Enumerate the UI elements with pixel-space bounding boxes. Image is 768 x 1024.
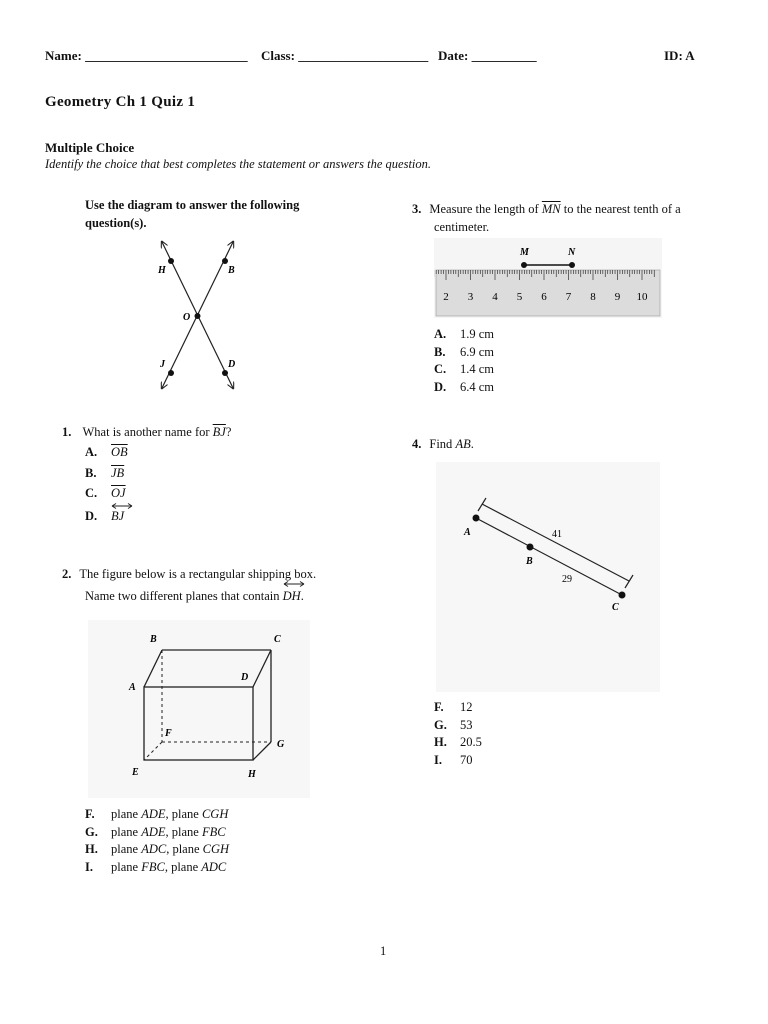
choice-letter: D. bbox=[85, 508, 98, 523]
choice-2i[interactable] bbox=[85, 860, 229, 878]
length-bc: 29 bbox=[562, 574, 572, 585]
question-2-line-name bbox=[283, 587, 301, 606]
label-d: D bbox=[228, 359, 236, 370]
point-j bbox=[168, 370, 174, 376]
box-label-e: E bbox=[132, 767, 139, 778]
choice-2f[interactable] bbox=[85, 807, 229, 825]
label-n: N bbox=[568, 247, 576, 258]
label-c: C bbox=[612, 602, 619, 613]
class-blank: ____________________ bbox=[298, 48, 429, 63]
choice-3c[interactable] bbox=[434, 362, 494, 380]
choice-4h[interactable] bbox=[434, 735, 482, 753]
ruler-number: 4 bbox=[492, 291, 498, 303]
point-b bbox=[527, 544, 534, 551]
choice-letter: G. bbox=[434, 717, 447, 732]
question-2-number: 2. bbox=[62, 567, 72, 581]
choice-text: plane bbox=[111, 824, 142, 839]
choice-text: plane bbox=[111, 807, 142, 821]
id-label: ID: A bbox=[664, 48, 695, 63]
choice-plane: ADE bbox=[141, 807, 166, 821]
choice-plane: FBC bbox=[201, 824, 226, 839]
label-m: M bbox=[520, 247, 529, 258]
label-j: J bbox=[160, 359, 165, 370]
question-1-choices bbox=[85, 445, 128, 526]
choice-value: $\overline{OJ}$ bbox=[111, 486, 126, 500]
choice-letter: A. bbox=[85, 445, 98, 459]
point-a bbox=[473, 515, 480, 522]
choice-4i[interactable] bbox=[434, 753, 482, 771]
choice-text: , plane bbox=[166, 842, 203, 856]
question-3 bbox=[412, 200, 732, 236]
choice-value: 53 bbox=[460, 717, 473, 732]
point-b bbox=[222, 258, 228, 264]
choice-letter: I. bbox=[85, 859, 93, 874]
choice-text: , plane bbox=[165, 824, 202, 839]
question-2-choices bbox=[85, 807, 229, 877]
choice-value: $\overline{OB}$ bbox=[111, 445, 128, 459]
choice-1c[interactable] bbox=[85, 486, 128, 504]
point-c bbox=[619, 592, 626, 599]
choice-1a[interactable] bbox=[85, 445, 128, 463]
ruler-number: 7 bbox=[565, 291, 572, 303]
choice-2h[interactable] bbox=[85, 842, 229, 860]
ruler-number: 2 bbox=[443, 291, 449, 303]
choice-plane: ADC bbox=[201, 859, 227, 874]
choice-4f[interactable] bbox=[434, 700, 482, 718]
question-2 bbox=[62, 565, 316, 606]
choice-2g[interactable] bbox=[85, 825, 229, 843]
choice-letter: C. bbox=[85, 486, 98, 500]
choice-value: 6.9 cm bbox=[460, 344, 495, 359]
choice-plane: ADE bbox=[141, 824, 166, 839]
label-b: B bbox=[228, 265, 235, 276]
box-label-h: H bbox=[248, 769, 256, 780]
choice-text: , plane bbox=[165, 807, 202, 821]
diagram-intro: Use the diagram to answer the following question(s). bbox=[85, 198, 300, 230]
choice-letter: C. bbox=[434, 362, 447, 376]
question-3-segment: $\overline{MN}$ bbox=[541, 202, 561, 216]
choice-value: 1.4 cm bbox=[460, 362, 495, 376]
question-4-text: Find bbox=[429, 437, 453, 451]
point-o bbox=[195, 313, 201, 319]
name-blank: _________________________ bbox=[85, 48, 248, 63]
shipping-box-figure bbox=[88, 620, 310, 798]
box-label-a: A bbox=[129, 682, 136, 693]
choice-letter: G. bbox=[85, 824, 98, 839]
choice-value: 20.5 bbox=[460, 735, 482, 749]
question-3-choices bbox=[434, 327, 494, 397]
instructions: Identify the choice that best completes the statement or answers the question. bbox=[45, 157, 432, 171]
question-4-choices bbox=[434, 700, 482, 770]
choice-letter: B. bbox=[434, 344, 446, 359]
intersecting-lines-figure bbox=[140, 236, 260, 394]
ruler-number: 6 bbox=[541, 291, 547, 303]
choice-letter: F. bbox=[85, 807, 95, 821]
label-h: H bbox=[158, 265, 166, 276]
choice-plane: FBC bbox=[141, 859, 165, 874]
line-arrow-icon bbox=[111, 503, 133, 509]
choice-letter: A. bbox=[434, 327, 447, 341]
point-n bbox=[569, 262, 575, 268]
box-label-g: G bbox=[277, 739, 285, 750]
choice-letter: D. bbox=[434, 379, 447, 394]
choice-text: plane bbox=[111, 842, 142, 856]
point-d bbox=[222, 370, 228, 376]
choice-text: plane bbox=[111, 859, 142, 874]
choice-letter: I. bbox=[434, 752, 442, 767]
choice-value: 6.4 cm bbox=[460, 379, 495, 394]
choice-3a[interactable] bbox=[434, 327, 494, 345]
choice-1b[interactable] bbox=[85, 466, 128, 484]
date-field bbox=[438, 48, 537, 64]
choice-value: 1.9 cm bbox=[460, 327, 495, 341]
question-3-number: 3. bbox=[412, 202, 422, 216]
box-label-c: C bbox=[274, 634, 281, 645]
question-1-text: What is another name for bbox=[82, 425, 210, 439]
ruler-number: 3 bbox=[467, 291, 474, 303]
choice-value: $\overline{JB}$ bbox=[111, 465, 125, 480]
box-label-f: F bbox=[165, 728, 172, 739]
ruler-number: 9 bbox=[614, 291, 621, 303]
choice-3d[interactable] bbox=[434, 380, 494, 398]
point-m bbox=[521, 262, 527, 268]
choice-1d[interactable] bbox=[85, 509, 128, 527]
choice-plane: CGH bbox=[202, 842, 230, 856]
question-2-end: . bbox=[300, 589, 304, 603]
question-1-end: ? bbox=[225, 425, 232, 439]
page-number: 1 bbox=[380, 944, 387, 958]
question-2-line2: Name two different planes that contain bbox=[85, 589, 280, 603]
line-name-text: DH bbox=[282, 589, 301, 603]
question-4-var: AB bbox=[455, 437, 471, 451]
choice-letter: H. bbox=[85, 842, 98, 856]
choice-letter: H. bbox=[434, 735, 447, 749]
label-b: B bbox=[526, 556, 533, 567]
date-blank: __________ bbox=[471, 48, 537, 63]
choice-value: 70 bbox=[460, 752, 473, 767]
question-1-segment: $\overline{BJ}$ bbox=[212, 425, 226, 439]
line-arrow-icon bbox=[283, 581, 305, 587]
question-3-text-b: to the nearest tenth of a bbox=[563, 202, 681, 216]
choice-value: 12 bbox=[460, 700, 473, 714]
choice-letter: B. bbox=[85, 465, 97, 480]
name-label: Name: bbox=[45, 48, 82, 63]
page-title: Geometry Ch 1 Quiz 1 bbox=[45, 94, 196, 110]
date-label: Date: bbox=[438, 48, 469, 63]
name-field bbox=[45, 48, 248, 64]
ruler-number: 8 bbox=[590, 291, 596, 303]
class-field bbox=[261, 48, 428, 64]
ruler-number: 10 bbox=[636, 291, 648, 303]
segment-figure bbox=[436, 462, 660, 692]
question-1 bbox=[62, 425, 231, 440]
length-ac: 41 bbox=[552, 529, 562, 540]
label-a: A bbox=[464, 527, 471, 538]
question-4 bbox=[412, 437, 474, 452]
question-4-number: 4. bbox=[412, 437, 422, 451]
choice-3b[interactable] bbox=[434, 345, 494, 363]
choice-plane: ADC bbox=[141, 842, 167, 856]
question-2-line1: The figure below is a rectangular shipping box. bbox=[79, 567, 317, 581]
question-3-text-a: Measure the length of bbox=[429, 202, 539, 216]
ruler-figure bbox=[434, 238, 662, 318]
question-4-end: . bbox=[470, 437, 474, 451]
choice-letter: F. bbox=[434, 700, 444, 714]
choice-4g[interactable] bbox=[434, 718, 482, 736]
choice-value-line bbox=[111, 509, 124, 524]
question-3-text-c: centimeter. bbox=[434, 220, 490, 234]
class-label: Class: bbox=[261, 48, 295, 63]
ruler-number: 5 bbox=[516, 291, 523, 303]
point-h bbox=[168, 258, 174, 264]
label-o: O bbox=[183, 312, 191, 323]
box-label-b: B bbox=[150, 634, 157, 645]
box-label-d: D bbox=[241, 672, 249, 683]
choice-text: , plane bbox=[164, 859, 202, 874]
choice-plane: CGH bbox=[201, 807, 229, 821]
section-heading: Multiple Choice bbox=[45, 140, 135, 155]
choice-value: BJ bbox=[111, 508, 125, 523]
question-1-number: 1. bbox=[62, 425, 72, 439]
